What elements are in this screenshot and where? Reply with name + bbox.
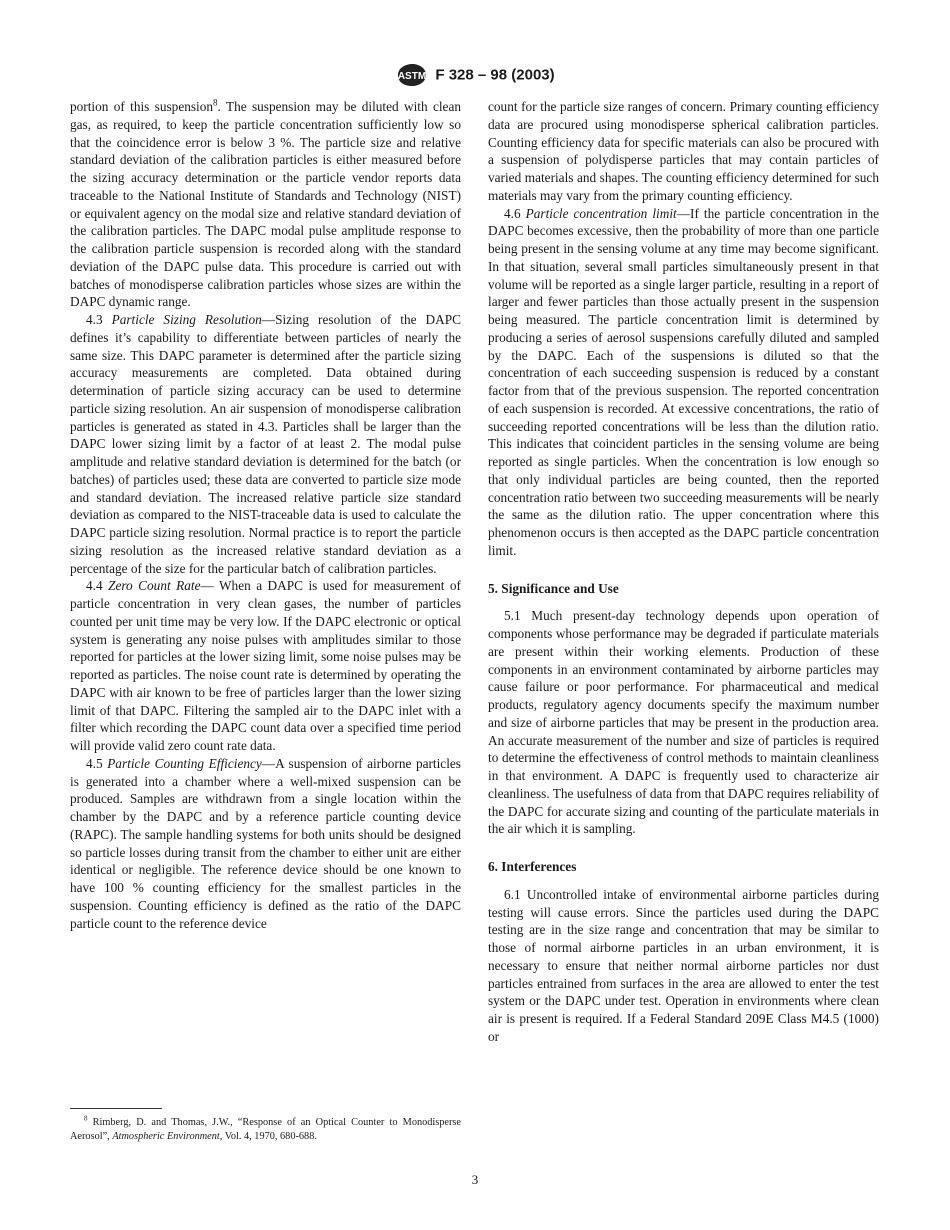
paragraph-4-3-title: Particle Sizing Resolution [111, 312, 262, 327]
footnote-8: $^8$ Rimberg, D. and Thomas, J.W., “Response of an Optical Counter to Monodisperse Aerosol”, Atmospheric Environment, Vol. 4, 1970, 680-688. [70, 1114, 461, 1142]
paragraph-4-5-title: Particle Counting Efficiency [107, 755, 262, 771]
paragraph-4-4-title: Zero Count Rate [108, 578, 201, 594]
section-5-heading: 5. Significance and Use [488, 580, 619, 596]
paragraph-4-4: 4.4 Zero Count Rate— When a DAPC is used for measurement of particle concentration in very clean gases, the number of particles counted per unit time may be very low. If the DAPC electronic or optical system is generating any noise pulses with amplitudes similar to those reported for particles at the lower sizing limit, some noise pulses may be reported as particles. The noise count rate is determined by operating the DAPC with air known to be free of particles larger than the lower sizing limit of that DAPC. Filtering the sampled air to the DAPC inlet with a filter which recording the DAPC count data over a specified time period will provide valid zero count rate data. [70, 578, 461, 753]
paragraph-4-5-continued: count for the particle size ranges of concern. Primary counting efficiency data are procured using monodisperse spherical calibration particles. Counting efficiency data for specific materials can also be procured with a suspension of polydisperse particles that may contain particles of varied materials and shapes. The counting efficiency determined for such materials may vary from the primary counting efficiency. [488, 99, 879, 203]
paragraph-4-6: 4.6 Particle concentration limit—If the particle concentration in the DAPC becomes excessive, then the probability of more than one particle being present in the sensing volume at any time may become significant. In that situation, several small particles simultaneously present in that volume will be reported as a single larger particle, resulting in a report of larger and fewer particles than those actually present in the suspension being measured. The particle concentration limit is determined by producing a series of aerosol suspensions carefully diluted and sampled by the DAPC. Each of the suspensions is diluted so that the concentration of each succeeding suspension is reduced by a constant factor from that of the previous suspension. The reported concentration of each suspension is recorded. At excessive concentrations, the ratio of succeeding reported concentrations will be less than the dilution ratio. This indicates that coincident particles in the sensing volume are being reported as single particles. When the concentration is low enough so that only individual particles are being counted, then the reported concentration ratio between two succeeding measurements will be nearly the same as the dilution ratio. The upper concentration where this phenomenon occurs is then accepted as the DAPC particle concentration limit. [488, 205, 879, 558]
astm-logo-icon [395, 62, 429, 88]
left-column [70, 98, 461, 932]
paragraph-4-2-continued: portion of this suspension$^8$. The suspension may be diluted with clean gas, as required, to keep the particle concentration sufficiently low so that the coincidence error is below 3 %. The particle size and relative standard deviation of the calibration particles is either measured before the sizing accuracy determination or the particle vendor reports data traceable to the National Institute of Standards and Technology (NIST) or equivalent agency on the modal size and relative standard deviation of the calibration particles. The DAPC modal pulse amplitude response to the calibration particle suspension is recorded along with the standard deviation of the DAPC pulse data. This procedure is carried out with batches of monodisperse calibration particles whose sizes are within the DAPC dynamic range. [70, 97, 461, 310]
paragraph-4-3: 4.3 Particle Sizing Resolution—Sizing resolution of the DAPC defines it’s capability to differentiate between particles of nearly the same size. This DAPC parameter is determined after the particle sizing accuracy measurements are completed. Data obtained during determination of particle sizing accuracy can be used to determine particle sizing resolution. An air suspension of monodisperse calibration particles is generated as stated in 4.3. Particles shall be larger than the DAPC lower sizing limit by a factor of at least 2. The modal pulse amplitude and relative standard deviation is determined for the batch (or batches) of particles used; these data are converted to particle size mode and standard deviation. The increased relative particle size standard deviation as compared to the NIST-traceable data is used to calculate the DAPC particle sizing resolution. Normal practice is to report the particle sizing resolution as the increased relative standard deviation as a percentage of the size for the particular batch of calibration particles. [70, 312, 461, 576]
right-column [488, 98, 879, 1046]
paragraph-4-6-title: Particle concentration limit [525, 205, 677, 221]
footnote-journal: Atmospheric Environment [112, 1131, 220, 1142]
page-header [0, 62, 950, 88]
page-number: 3 [471, 1172, 479, 1187]
document-designation: F 328 – 98 (2003) [435, 66, 555, 84]
svg-text:ASTM: ASTM [398, 71, 427, 82]
paragraph-6-1: 6.1 Uncontrolled intake of environmental airborne particles during testing will cause errors. Since the particles used during the DAPC testing are in the size range and concentration that may be similar to those of normal airborne particles in an urban environment, it is necessary to ensure that neither normal airborne particles nor dust particles entrained from surfaces in the area are allowed to enter the test system or the DAPC under test. Operation in environments where clean air is present is required. If a Federal Standard 209E Class M4.5 (1000) or [488, 886, 879, 1044]
paragraph-5-1: 5.1 Much present-day technology depends upon operation of components whose performance may be degraded if particulate materials are present within their working elements. Production of these components in an environment contaminated by airborne particles may cause failure or poor performance. For pharmaceutical and medical products, regulatory agency documents specify the maximum number and size of airborne particles that may be present in the production area. An accurate measurement of the number and size of particles is required to determine the effectiveness of control methods to maintain cleanliness in that environment. A DAPC is frequently used to characterize air cleanliness. The usefulness of data from that DAPC requires reliability of the DAPC for accurate sizing and counting of the particulate materials in the air which it is sampling. [488, 608, 879, 837]
footnote-ref-8: 8 [213, 97, 218, 108]
footnote-divider [70, 1108, 162, 1109]
paragraph-4-5: 4.5 Particle Counting Efficiency—A suspension of airborne particles is generated into a chamber where a well-mixed suspension can be produced. Samples are withdrawn from a single location within the chamber by the DAPC and by a reference particle counting device (RAPC). The sample handling systems for both units should be designed so particle losses during transit from the chamber to either unit are either identical or negligible. The reference device should be one known to have 100 % counting efficiency for the smallest particles in the suspension. Counting efficiency is defined as the ratio of the DAPC particle count to the reference device [70, 755, 461, 931]
section-6-heading: 6. Interferences [488, 859, 577, 874]
